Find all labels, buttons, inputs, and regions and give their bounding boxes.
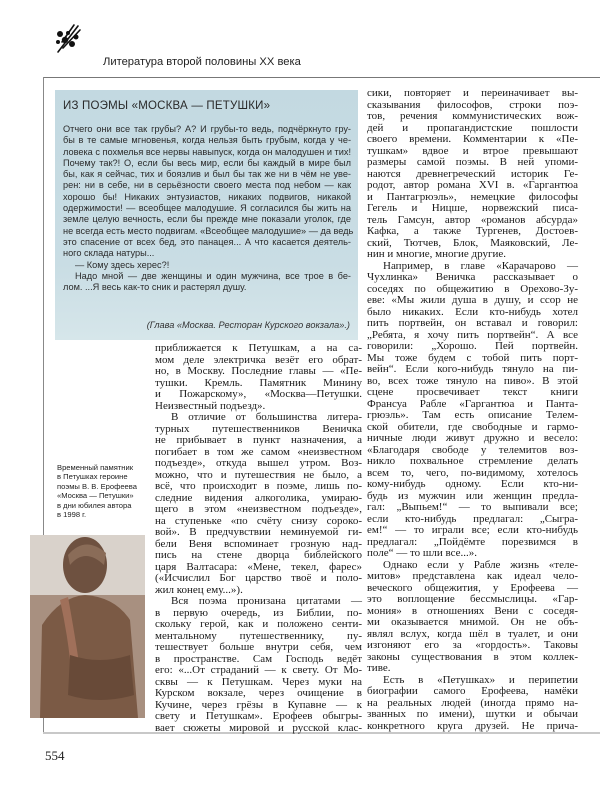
text-line: Есть в «Петушках» и перипетии [383,673,578,686]
excerpt-box [55,90,358,340]
text-line: соседях по общежитию в Орехово-Зу- [367,282,578,295]
text-line: «Благодаря свободе у телемитов воз- [367,443,578,456]
text-line: если кто-нибудь предлагал: „Сыгра- [367,512,578,525]
caption-line: в дни юбилея автора [57,500,132,510]
text-line: своего времени. Комментарии к «Пе- [367,133,578,145]
text-line: званных по имени), шутки и обычаи [367,708,578,720]
text-line: конкретного круга друзей. Не прича- [367,719,578,732]
text-line: пить портвейн, он вставал и говорил: [367,317,578,329]
text-line: Гегель и Ницше, норвежский писа- [367,202,578,214]
text-line: щего в этом «неизвестном подъезде», [155,503,362,515]
text-line: поле“ — то шли все...». [367,547,478,559]
text-line: пись на стене дворца библейского [155,549,362,561]
text-line: нин и многие, многие другие. [367,248,507,260]
text-line: ного склада натуры... [63,248,155,259]
text-line: сики, повторяет и переиначивает вы- [367,87,578,99]
running-title: Литература второй половины XX века [103,56,301,68]
text-line: свету и Петушкам». Ерофеев обыгры- [155,710,362,722]
text-line: Курском вокзале, через очищение в [155,687,362,699]
caption-line: в Петушках героине [57,472,128,482]
text-line: ем!“ — то играли все; если кто-нибудь [367,524,578,536]
excerpt-text [63,124,354,293]
text-line: это спасение от всех бед, это панацея... А что касается деятель- [63,236,351,247]
text-line: ский, Тютчев, Блок, Маяковский, Ле- [367,236,578,249]
text-line: мония» в отношениях Вени с соседя- [367,604,578,617]
text-line: В отличие от большинства литера- [171,411,362,423]
text-line: подъезде», откуда вышел утром. Воз- [155,457,362,469]
text-line: на реальных людей (иногда прямо на- [367,696,578,709]
text-line: («Исчислил Бог царство твоё и поло- [155,572,362,584]
text-line: следние видения алкоголика, умираю- [155,491,362,504]
text-line: всем то, чего, по-видимому, хотелось [367,466,578,479]
text-line: наются древнегреческий историк Ге- [367,167,578,180]
logo-flower-sprig-icon [54,22,84,54]
text-line: рен: ни в себе, ни в серьёзности своего места под небом — как [63,180,351,191]
text-line: мом деле электричка везёт его обрат- [155,353,362,366]
text-line: вейн“. Если кого-нибудь тянуло на пи- [367,363,578,375]
right-text-column [367,88,578,732]
text-line: царя Валтасара: «Мене, текел, фарес» [155,560,362,573]
text-line: биографии самого Ерофеева, намёки [367,685,578,697]
text-line: не прибывает в пункт назначения, а [155,434,362,446]
text-line: Надо мной — две женщины и один мужчина, все трое в бе- [75,270,351,281]
text-line: являл вслух, когда шёл в туалет, и они [367,627,578,640]
excerpt-title: ИЗ ПОЭМЫ «МОСКВА — ПЕТУШКИ» [63,100,271,112]
text-line: всё, что происходит в поэме, лишь по- [155,480,362,492]
text-line: было никаких. Если кто-нибудь хотел [367,305,578,318]
text-line: предлагал: „Пойдёмте порезвимся в [367,535,578,548]
text-line: размеры самой поэмы. В ней упоми- [367,156,578,168]
text-line: жил конец ему...»). [155,583,243,596]
text-line: Кучине, через грёзы в Купавне — к [155,698,362,711]
text-line: Франсуа Рабле «Гаргантюа и Панта- [367,397,578,410]
text-line: это воплощение бессмыслицы. «Гар- [367,593,578,605]
text-line: кому-нибудь одному. Если кто-ни- [367,478,578,490]
text-line: — Кому здесь херес?! [75,259,170,270]
text-line: родот, автор романа XVI в. «Гаргантюа [367,179,578,191]
text-line: дей и пропагандистские пошлости [367,121,578,134]
text-line: Мы тоже будем с тобой пить порт- [367,351,578,364]
text-line: гал: „Выпьем!“ — то выпивали все; [367,501,578,513]
text-line: в пространстве. Сам Господь ведёт [155,652,362,665]
text-line: тов, речения коммунистических вож- [367,110,578,122]
text-line: лом. ...Я весь как-то сник и растерял душу. [63,282,247,293]
text-line: Почему так?! О, если бы весь мир, если бы каждый в мире был [63,157,351,168]
text-line: Однако если у Рабле жизнь «теле- [383,558,578,571]
excerpt-citation: (Глава «Москва. Ресторан Курского вокзала».) [146,320,350,330]
text-line: Неизвестный подъезд». [155,399,266,412]
caption-line: Временный памятник [57,463,134,472]
text-line: бы в те самые мгновенья, когда нельзя быть грубым, когда у че- [63,135,351,146]
text-line: говорили: „Хорошо. Пей портвейн. [367,340,578,352]
text-line: ской обители, где свободные и гармо- [367,420,578,433]
text-line: скольку герой, как и положено сенти- [155,618,362,630]
text-line: приближается к Петушкам, а на са- [155,342,362,354]
statue-photo [30,535,145,718]
frame-top-rule [43,77,600,78]
text-line: можно, что и путешествия не было, а [155,468,362,481]
caption-line: поэмы В. В. Ерофеева [57,481,137,491]
text-line: не всегда есть место подвигам. «Всеобщее малодушие» — да ведь [63,225,354,236]
text-line: митов» представлена как идеал чело- [367,570,578,582]
text-line: тушки. Кремль. Памятник Минину [155,376,362,389]
text-line: Например, в главе «Карачарово — [383,259,578,272]
text-line: вает сюжеты мировой и русской клас- [155,721,362,734]
text-line: Кафка, а также Тургенев, Достоев- [367,225,578,237]
text-line: и Пожарскому», «Москва—Петушки. [155,388,362,400]
text-line: вой». В предчувствии неминуемой ги- [155,526,362,538]
text-line: погибает в том же самом «неизвестном [155,445,362,458]
caption-line: в 1998 г. [57,510,87,520]
text-line: изгоняют его за «гордость». Таковы [367,639,578,651]
text-line: тель Гамсун, автор «романов абсурда» [367,213,578,226]
text-line: ми оказывается мнимой. Он не объ- [367,616,578,628]
text-line: на ступеньке «по счёту снизу сороко- [155,514,362,527]
text-line: в первую очередь, из Библии, по- [155,606,362,619]
middle-text-column [155,343,362,734]
text-line: грюэль». Там есть описание Телем- [367,409,578,421]
text-line: бели Веня вспоминает грозную над- [155,537,362,550]
text-line: бы, как я сейчас, тих и боязлив и был бы так же ни в чём не уве- [63,169,351,180]
text-line: еве: «Мы жили душа в душу, и ссор не [367,294,578,306]
text-line: тиве. [367,662,391,674]
text-line: тушкам» вдвое и втрое превышают [367,144,578,157]
text-line: хорошо бы! Никаких энтузиастов, никаких подвигов, никакой [63,191,351,202]
text-line: сквы — к Петушкам. Через муки на [155,675,362,688]
text-line: тешествует больше внутри себя, чем [155,641,362,653]
text-line: его: «...От страданий — к свету. От Мо- [155,664,362,676]
text-line: никло похвальное стремление делать [367,455,578,467]
text-line: ментальному путешественнику, пу- [155,629,362,642]
text-line: веческого общежития, у Ерофеева — [367,581,578,594]
text-line: турных путешественников Веничка [155,422,362,435]
text-line: будь из мужчин или женщин предла- [367,489,578,502]
text-line: Отчего они все так грубы? А? И грубы-то ведь, подчёркнуто гру- [63,124,351,134]
text-line: земле целую вечность, если бы прежде мне показали уголок, где [63,214,351,225]
text-line: „Ребята, я хочу пить портвейн“. А все [367,328,578,341]
page-number: 554 [45,748,65,763]
text-line: одержимости! — всеобщее малодушие. Я согласился бы жить на [63,203,351,214]
text-line: сказывания философов, строки поэ- [367,98,578,111]
text-line: и Пантагрюэль», немецкие философы [367,190,578,203]
text-line: во, всех тоже тянуло на пиво». В этой [367,374,578,387]
text-line: ничные люди живут дружно и весело: [367,432,578,444]
text-line: законы существования в этом коллек- [367,650,578,663]
text-line: ловека с похмелья все нервы навыпуск, когда он малодушен и тих! [63,146,352,157]
text-line: Чухлинка» Веничка рассказывает о [367,271,578,283]
text-line: но, в Москву. Последние главы — «Пе- [155,365,362,377]
text-line: сцене просвечивает текст книги [367,386,578,398]
text-line: Вся поэма пронизана цитатами — [171,595,362,607]
caption-line: «Москва — Петушки» [57,491,134,501]
photo-caption [57,463,152,519]
